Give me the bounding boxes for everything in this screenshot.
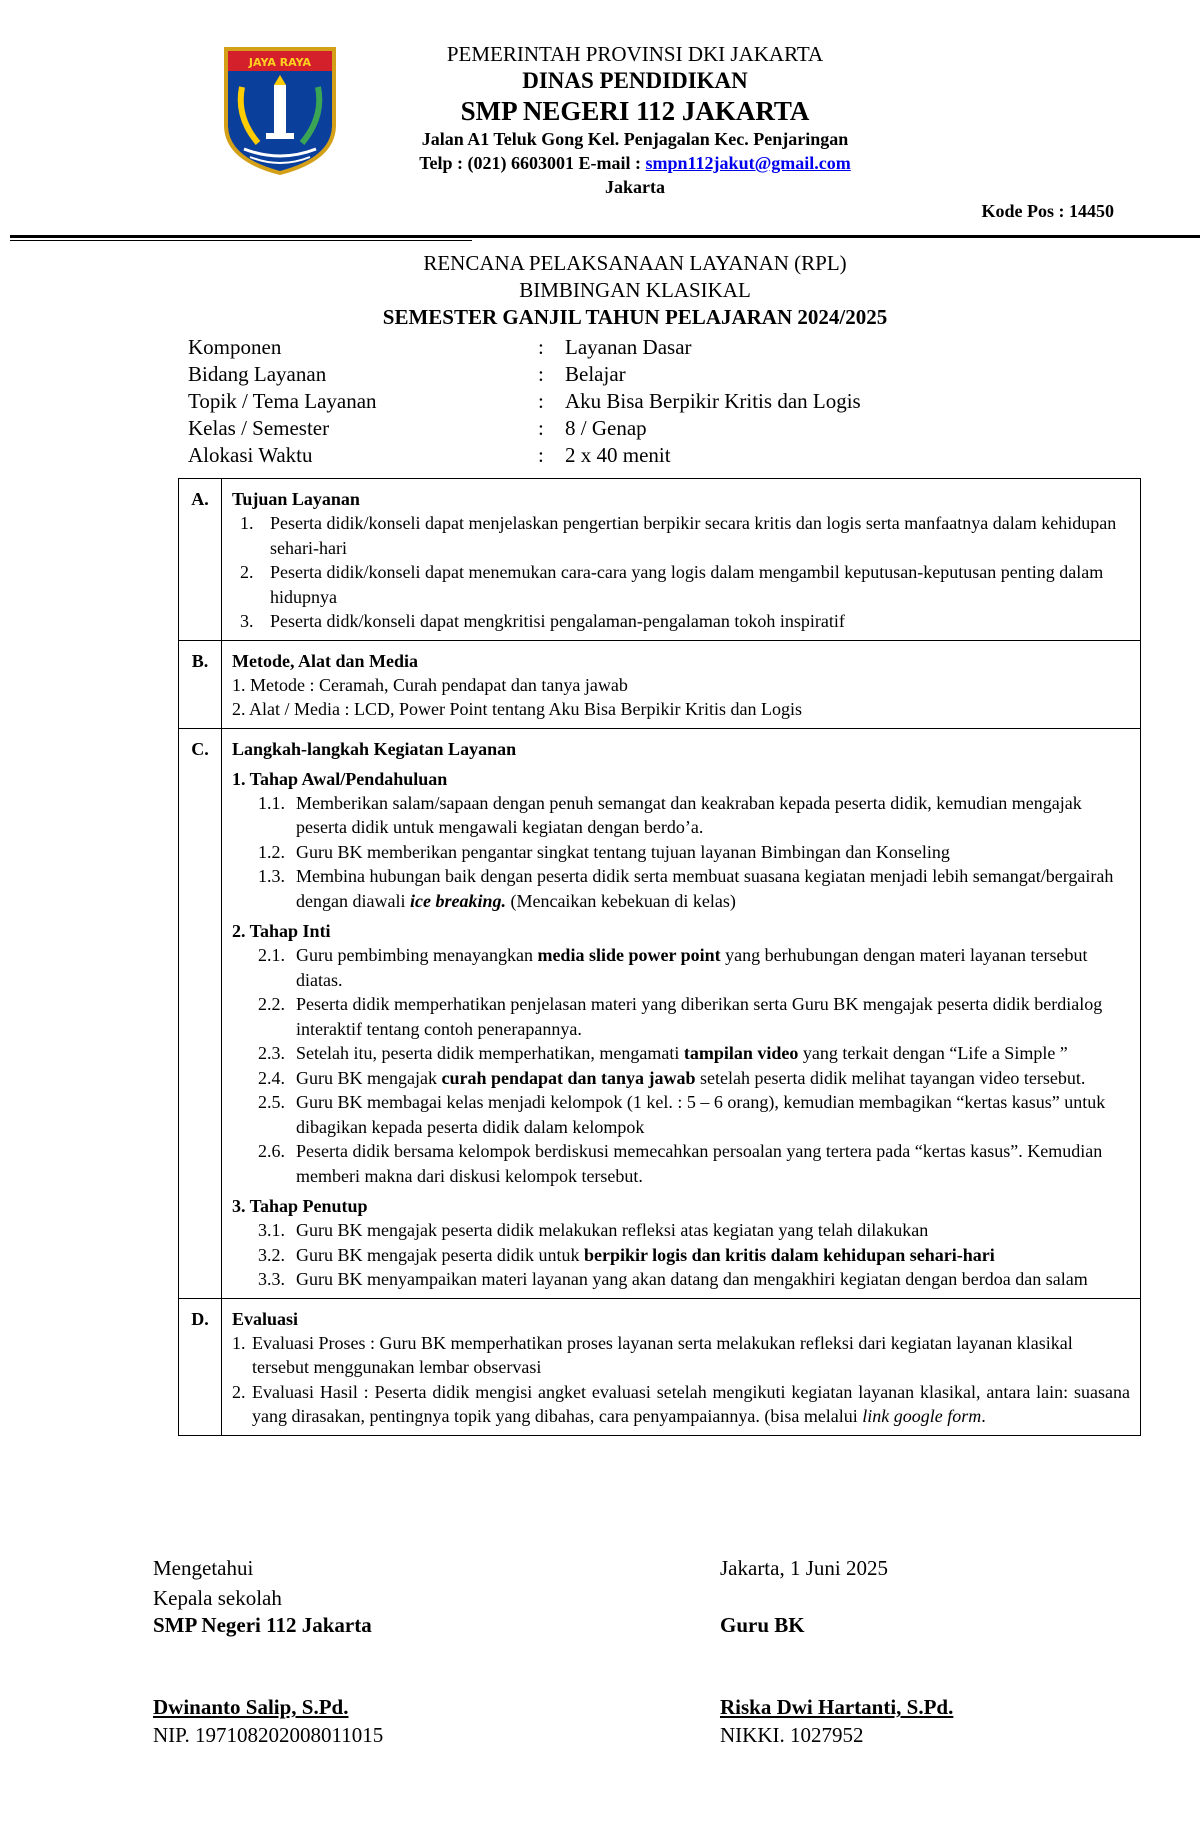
list-item: 2. Peserta didik/konseli dapat menemukan cara-cara yang logis dalam mengambil keputusan-keputusan penting dalam hidupnya	[240, 562, 1104, 607]
list-item: 1. Evaluasi Proses : Guru BK memperhatikan proses layanan serta melakukan refleksi dari kegiatan layanan klasikal tersebut menggunakan lembar observasi	[232, 1332, 1073, 1377]
info-row-komponen: Komponen : Layanan Dasar	[188, 335, 692, 359]
rpl-table	[178, 478, 1141, 1436]
doc-subtitle: BIMBINGAN KLASIKAL	[519, 278, 751, 302]
kop-address: Jalan A1 Teluk Gong Kel. Penjagalan Kec. Penjaringan	[421, 129, 849, 149]
kop-school-name: SMP NEGERI 112 JAKARTA	[460, 96, 810, 126]
kop-contact	[300, 153, 970, 174]
list-item: 2.2. Peserta didik memperhatikan penjelasan materi yang diberikan serta Guru BK mengajak peserta didik berdialog interaktif tentang contoh penerapannya.	[258, 994, 1103, 1039]
email-link[interactable]: smpn112jakut@gmail.com	[645, 153, 851, 173]
sig-right-nikki: NIKKI. 1027952	[720, 1723, 864, 1747]
list-item: 1. Peserta didik/konseli dapat menjelaskan pengertian berpikir secara kritis dan logis serta manfaatnya dalam kehidupan sehari-hari	[240, 513, 1117, 558]
list-item: 2.5. Guru BK membagai kelas menjadi kelompok (1 kel. : 5 – 6 orang), kemudian membagikan “kertas kasus” untuk dibagikan kepada peserta didik dalam kelompok	[258, 1092, 1106, 1137]
doc-title: RENCANA PELAKSANAAN LAYANAN (RPL)	[423, 251, 847, 275]
kop-dinas: DINAS PENDIDIKAN	[522, 68, 748, 93]
list-item: 1.2. Guru BK memberikan pengantar singkat tentang tujuan layanan Bimbingan dan Konseling	[258, 841, 950, 862]
list-item: 3.3. Guru BK menyampaikan materi layanan yang akan datang dan mengakhiri kegiatan dengan berdoa dan salam	[258, 1269, 1088, 1289]
kop-phone: Telp : (021) 6603001 E-mail :	[419, 153, 646, 173]
info-block	[188, 334, 988, 469]
sig-left-name: Dwinanto Salip, S.Pd.	[153, 1695, 349, 1719]
section-title: Langkah-langkah Kegiatan Layanan	[232, 738, 517, 759]
sig-left-mengetahui: Mengetahui	[153, 1556, 254, 1580]
sig-right-name: Riska Dwi Hartanti, S.Pd.	[720, 1695, 954, 1719]
list-item: 2.1. Guru pembimbing menayangkan media slide power point yang berhubungan dengan materi layanan tersebut diatas.	[258, 945, 1088, 990]
section-letter: B.	[179, 640, 222, 728]
list-item: 1. Metode : Ceramah, Curah pendapat dan tanya jawab	[232, 674, 628, 695]
section-d	[179, 1298, 1141, 1435]
list-item: 2.4. Guru BK mengajak curah pendapat dan tanya jawab setelah peserta didik melihat tayangan video tersebut.	[258, 1067, 1086, 1088]
section-title: Tujuan Layanan	[232, 489, 360, 509]
kop-pemerintah: PEMERINTAH PROVINSI DKI JAKARTA	[446, 42, 824, 66]
list-item: 1.3. Membina hubungan baik dengan peserta didik serta membuat suasana kegiatan menjadi lebih semangat/bergairah dengan diawali ice breaking. (Mencaikan kebekuan di kelas)	[258, 866, 1114, 911]
info-row-kelas: Kelas / Semester : 8 / Genap	[188, 416, 647, 440]
sig-right-role: Guru BK	[720, 1613, 805, 1637]
section-title: Metode, Alat dan Media	[232, 650, 418, 671]
sig-left-role: Kepala sekolah	[153, 1586, 282, 1610]
kop-city: Jakarta	[605, 177, 665, 197]
list-item: 2.6. Peserta didik bersama kelompok berdiskusi memecahkan persoalan yang tertera pada “kertas kasus”. Kemudian memberi makna dari diskusi kelompok tersebut.	[258, 1141, 1103, 1186]
list-item: 3.2. Guru BK mengajak peserta didik untuk berpikir logis dan kritis dalam kehidupan sehari-hari	[258, 1244, 995, 1265]
info-row-bidang: Bidang Layanan : Belajar	[188, 362, 626, 386]
list-item: 2. Alat / Media : LCD, Power Point tentang Aku Bisa Berpikir Kritis dan Logis	[232, 699, 802, 719]
sig-left-nip: NIP. 197108202008011015	[153, 1723, 384, 1747]
list-item: 2.3. Setelah itu, peserta didik memperhatikan, mengamati tampilan video yang terkait dengan “Life a Simple ”	[258, 1043, 1068, 1063]
section-c	[179, 728, 1141, 1298]
section-a	[179, 479, 1141, 641]
stage-title: 2. Tahap Inti	[232, 921, 331, 941]
stage-title: 3. Tahap Penutup	[232, 1196, 368, 1216]
header-rule-thick	[10, 235, 1200, 238]
kode-pos: Kode Pos : 14450	[981, 201, 1114, 221]
list-item: 2. Evaluasi Hasil : Peserta didik mengisi angket evaluasi setelah mengikuti kegiatan layanan klasikal, antara lain: suasana yang dirasakan, pentingnya topik yang dibahas, cara penyampaiannya. (bisa melalui link google form.	[232, 1381, 1130, 1426]
list-item: 1.1. Memberikan salam/sapaan dengan penuh semangat dan keakraban kepada peserta didik, kemudian mengajak peserta didik untuk mengawali kegiatan dengan berdo’a.	[258, 792, 1082, 837]
section-title: Evaluasi	[232, 1308, 299, 1329]
header-rule-thin	[10, 240, 472, 241]
list-item: 3.1. Guru BK mengajak peserta didik melakukan refleksi atas kegiatan yang telah dilakukan	[258, 1220, 929, 1240]
section-letter: A.	[179, 479, 222, 641]
list-item: 3. Peserta didk/konseli dapat mengkritisi pengalaman-pengalaman tokoh inspiratif	[240, 611, 845, 631]
info-row-alokasi: Alokasi Waktu : 2 x 40 menit	[188, 443, 671, 467]
section-b	[179, 640, 1141, 728]
stage-title: 1. Tahap Awal/Pendahuluan	[232, 768, 448, 789]
section-letter: C.	[179, 728, 222, 1298]
logo-text: JAYA RAYA	[248, 56, 312, 69]
sig-right-place-date: Jakarta, 1 Juni 2025	[720, 1556, 888, 1580]
section-letter: D.	[179, 1298, 222, 1435]
info-row-topik: Topik / Tema Layanan : Aku Bisa Berpikir Kritis dan Logis	[188, 389, 861, 413]
sig-left-school: SMP Negeri 112 Jakarta	[153, 1613, 372, 1637]
doc-semester: SEMESTER GANJIL TAHUN PELAJARAN 2024/2025	[382, 305, 888, 329]
